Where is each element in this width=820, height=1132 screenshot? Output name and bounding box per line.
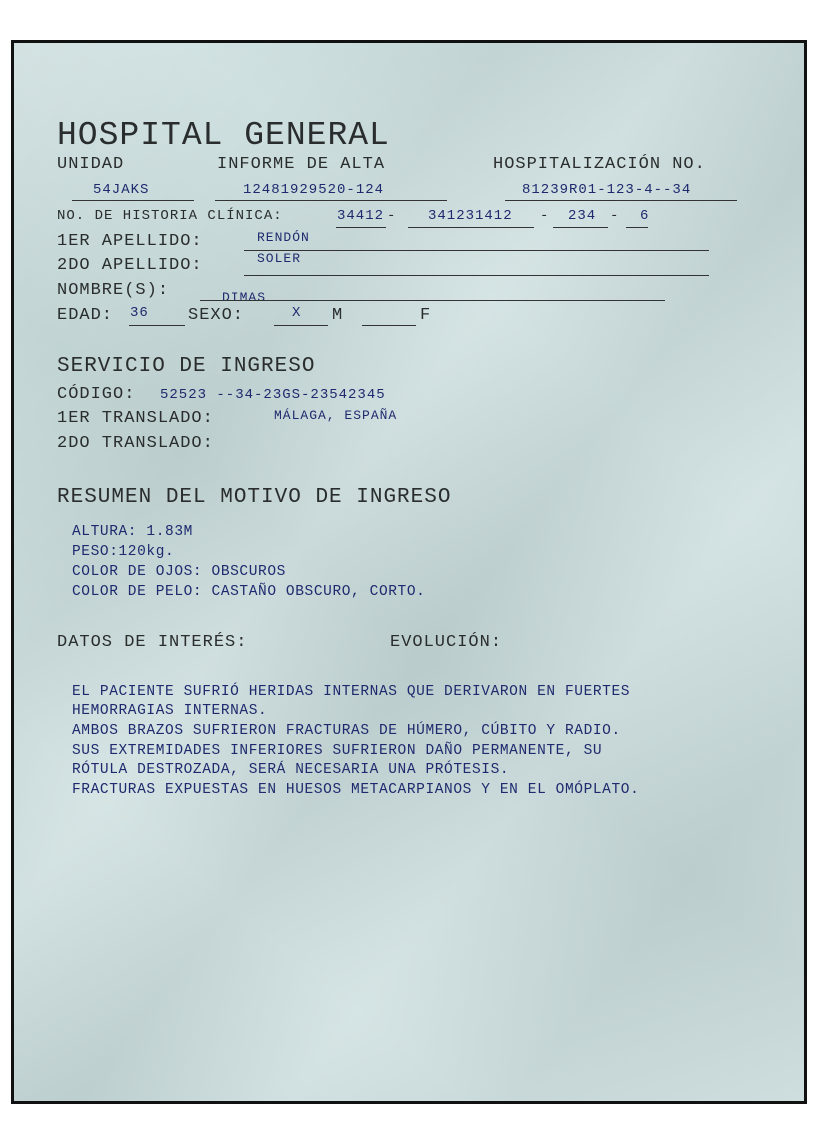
historia-underline-3 [553,227,608,228]
historia-sep1: - [387,208,397,224]
sexo-f-underline [362,325,416,326]
apellido2-underline [244,275,709,276]
historia-part4: 6 [640,208,650,224]
unidad-value: 54JAKS [93,182,150,198]
datos-label: DATOS DE INTERÉS: [57,633,248,652]
codigo-label: CÓDIGO: [57,385,136,404]
historia-sep2: - [540,208,550,224]
servicio-heading: SERVICIO DE INGRESO [57,355,316,378]
historia-sep3: - [610,208,620,224]
traslado2-label: 2DO TRANSLADO: [57,434,214,453]
informe-label: INFORME DE ALTA [217,155,386,174]
historia-underline-2 [408,227,534,228]
historia-label: NO. DE HISTORIA CLÍNICA: [57,208,283,224]
hospitalizacion-label: HOSPITALIZACIÓN NO. [493,155,706,174]
edad-underline [129,325,185,326]
nombre-value: DIMAS [222,290,267,305]
edad-value: 36 [130,305,149,321]
resumen-heading: RESUMEN DEL MOTIVO DE INGRESO [57,486,452,509]
datos-line: AMBOS BRAZOS SUFRIERON FRACTURAS DE HÚMERO, CÚBITO Y RADIO. [72,723,621,739]
unidad-label: UNIDAD [57,155,125,174]
apellido2-value: SOLER [257,251,302,266]
historia-part2: 341231412 [428,208,513,224]
datos-line: HEMORRAGIAS INTERNAS. [72,703,268,719]
sexo-m-underline [274,325,328,326]
sexo-mark: X [292,305,302,321]
traslado1-value: MÁLAGA, ESPAÑA [274,408,398,423]
historia-part3: 234 [568,208,597,224]
nombre-underline [200,300,665,301]
historia-underline-4 [626,227,648,228]
datos-line: SUS EXTREMIDADES INFERIORES SUFRIERON DAÑO PERMANENTE, SU [72,743,603,759]
datos-line: EL PACIENTE SUFRIÓ HERIDAS INTERNAS QUE DERIVARON EN FUERTES [72,684,631,700]
datos-line: FRACTURAS EXPUESTAS EN HUESOS METACARPIANOS Y EN EL OMÓPLATO. [72,782,640,798]
resumen-line: COLOR DE OJOS: OBSCUROS [72,564,286,580]
resumen-line: ALTURA: 1.83M [72,524,193,540]
hospital-title: HOSPITAL GENERAL [57,117,390,154]
nombre-label: NOMBRE(S): [57,281,170,300]
apellido1-underline [244,250,709,251]
hospitalizacion-value: 81239R01-123-4--34 [522,182,692,198]
datos-line: RÓTULA DESTROZADA, SERÁ NECESARIA UNA PRÓTESIS. [72,762,510,778]
apellido2-label: 2DO APELLIDO: [57,256,203,275]
traslado1-label: 1ER TRANSLADO: [57,409,214,428]
codigo-value: 52523 --34-23GS-23542345 [160,387,386,403]
resumen-line: PESO:120kg. [72,544,175,560]
sexo-label: SEXO: [188,306,245,325]
historia-part1: 34412 [337,208,385,224]
informe-underline [215,200,447,201]
edad-label: EDAD: [57,306,114,325]
sexo-m-label: M [332,306,344,325]
hospitalizacion-underline [505,200,737,201]
unidad-underline [72,200,194,201]
sexo-f-label: F [420,306,432,325]
informe-value: 12481929520-124 [243,182,385,198]
apellido1-label: 1ER APELLIDO: [57,232,203,251]
historia-underline-1 [336,227,386,228]
apellido1-value: RENDÓN [257,230,310,245]
evolucion-label: EVOLUCIÓN: [390,633,503,652]
resumen-line: COLOR DE PELO: CASTAÑO OBSCURO, CORTO. [72,584,426,600]
